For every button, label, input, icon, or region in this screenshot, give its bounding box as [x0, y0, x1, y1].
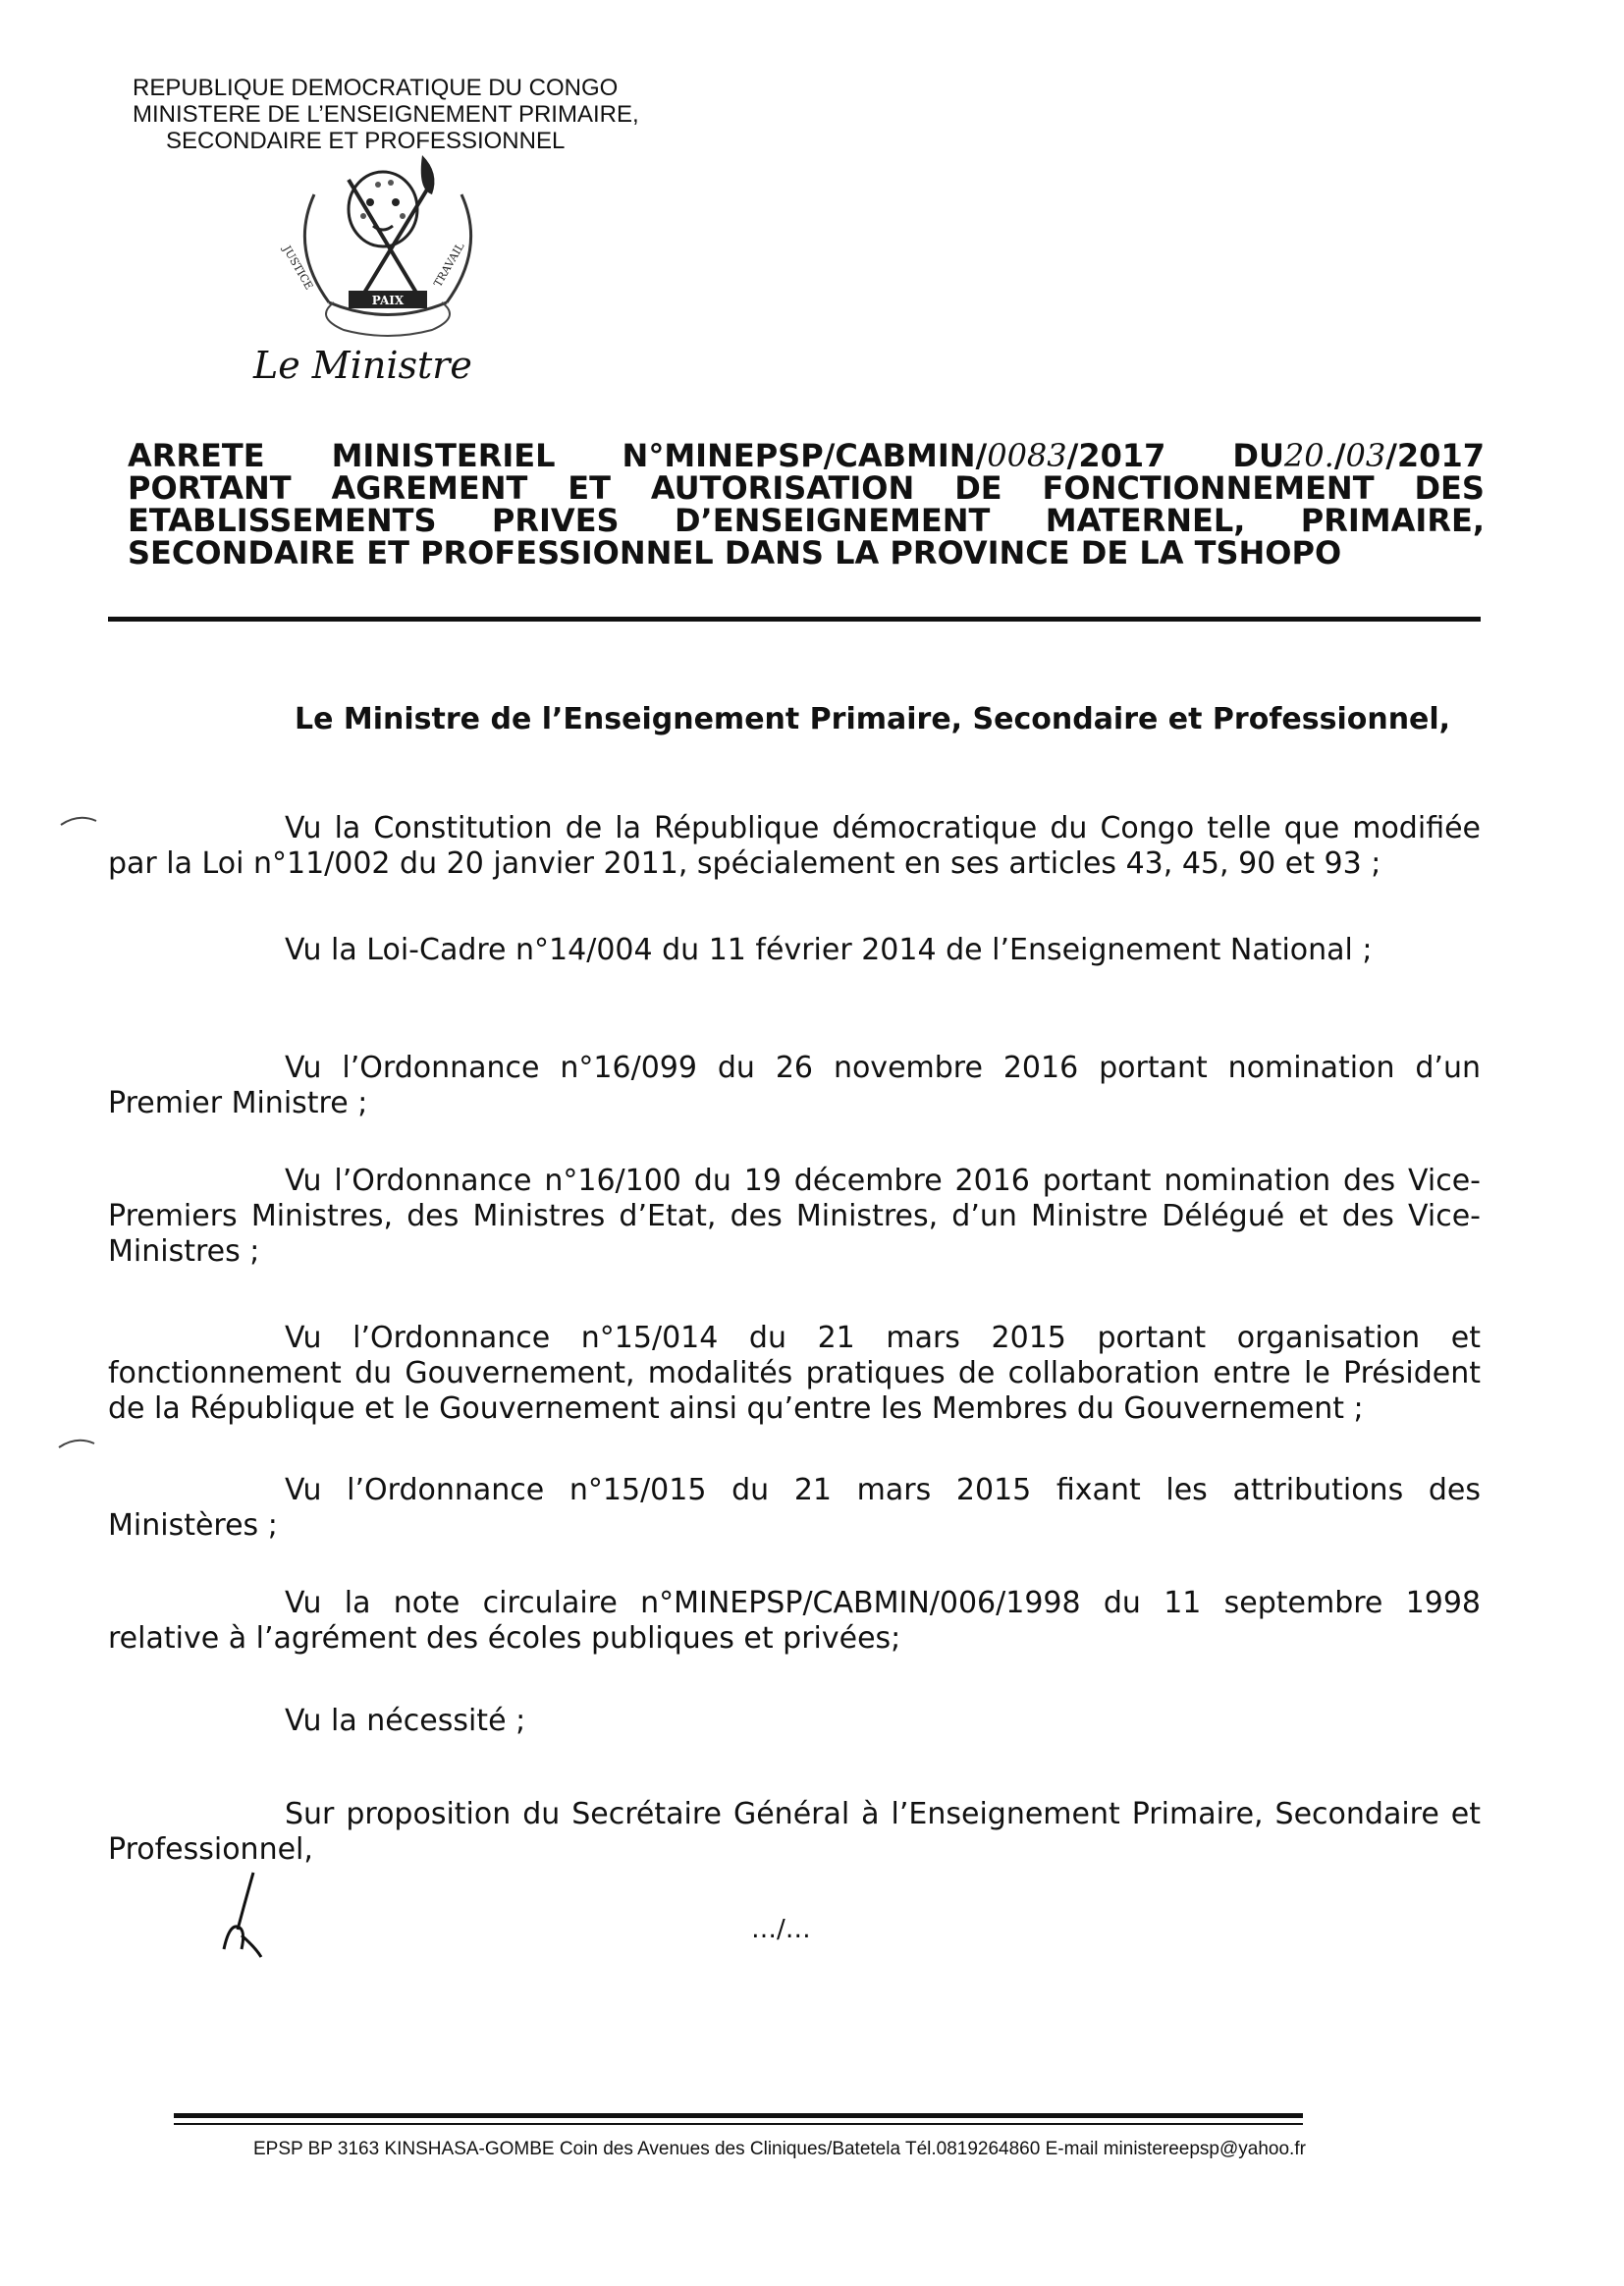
handwritten-day: 20. — [1283, 437, 1334, 474]
emblem-motto-travail: TRAVAIL — [431, 240, 467, 290]
paragraph-ordonnance-16-099: Vu l’Ordonnance n°16/099 du 26 novembre 2016 portant nomination d’un Premier Ministre ; — [108, 1051, 1481, 1120]
footer-rule-thin — [174, 2123, 1303, 2125]
paragraph-ordonnance-16-100: Vu l’Ordonnance n°16/100 du 19 décembre 2016 portant nomination des Vice-Premiers Ministres, des Ministres d’Etat, des Ministres, d’un Ministre Délégué et des Vice-Ministres ; — [108, 1164, 1481, 1269]
title-row-3: ETABLISSEMENTS PRIVES D’ENSEIGNEMENT MATERNEL, PRIMAIRE, — [128, 502, 1485, 539]
initials-signature — [216, 1871, 275, 1959]
decree-date: DU20./03/2017 — [1232, 437, 1485, 474]
paragraph-constitution: Vu la Constitution de la République démocratique du Congo telle que modifiée par la Loi n°11/002 du 20 janvier 2011, spécialement en ses articles 43, 45, 90 et 93 ; — [108, 811, 1481, 881]
footer-address: EPSP BP 3163 KINSHASA-GOMBE Coin des Avenues des Cliniques/Batetela Tél.0819264860 E-mail ministereepsp@yahoo.fr — [253, 2139, 1306, 2159]
paragraph-ordonnance-15-014: Vu l’Ordonnance n°15/014 du 21 mars 2015 portant organisation et fonctionnement du Gouvernement, modalités pratiques de collaboration entre le Président de la République et le Gouvernement ainsi qu’entre les Membres du Gouvernement ; — [108, 1321, 1481, 1426]
continuation-mark: …/… — [751, 1915, 811, 1944]
paragraph-loi-cadre: Vu la Loi-Cadre n°14/004 du 11 février 2014 de l’Enseignement National ; — [285, 933, 1373, 967]
title-row-2: PORTANT AGREMENT ET AUTORISATION DE FONCTIONNEMENT DES — [128, 469, 1485, 507]
paragraph-proposition: Sur proposition du Secrétaire Général à l’Enseignement Primaire, Secondaire et Professionnel, — [108, 1797, 1481, 1867]
handwritten-number: 0083 — [987, 437, 1067, 474]
decree-title — [128, 437, 1485, 572]
paragraph-necessite: Vu la nécessité ; — [285, 1704, 526, 1738]
letterhead-ministry: MINISTERE DE L’ENSEIGNEMENT PRIMAIRE, — [133, 101, 639, 128]
emblem-motto-justice: JUSTICE — [280, 244, 316, 293]
title-underline — [108, 617, 1481, 622]
letterhead — [133, 75, 639, 154]
paragraph-ordonnance-15-015: Vu l’Ordonnance n°15/015 du 21 mars 2015 fixant les attributions des Ministères ; — [108, 1473, 1481, 1543]
letterhead-ministry-cont: SECONDAIRE ET PROFESSIONNEL — [166, 128, 566, 154]
footer-rule — [174, 2113, 1303, 2118]
coat-of-arms-emblem — [275, 155, 501, 342]
letterhead-republic: REPUBLIQUE DEMOCRATIQUE DU CONGO — [133, 75, 619, 101]
title-row-4: SECONDAIRE ET PROFESSIONNEL DANS LA PROVINCE DE LA TSHOPO — [128, 534, 1342, 572]
margin-mark — [59, 813, 98, 827]
title-row-1: ARRETE MINISTERIEL N°MINEPSP/CABMIN/0083/2017 DU20./03/2017 — [128, 437, 1485, 474]
decree-number: N°MINEPSP/CABMIN/0083/2017 — [622, 437, 1166, 474]
minister-intro: Le Ministre de l’Enseignement Primaire, Secondaire et Professionnel, — [295, 702, 1451, 736]
emblem-motto-paix: PAIX — [371, 294, 405, 307]
margin-mark — [57, 1436, 96, 1449]
paragraph-note-circulaire: Vu la note circulaire n°MINEPSP/CABMIN/006/1998 du 11 septembre 1998 relative à l’agrément des écoles publiques et privées; — [108, 1586, 1481, 1656]
handwritten-month: 03 — [1345, 437, 1386, 474]
minister-signature-title: Le Ministre — [253, 344, 472, 387]
